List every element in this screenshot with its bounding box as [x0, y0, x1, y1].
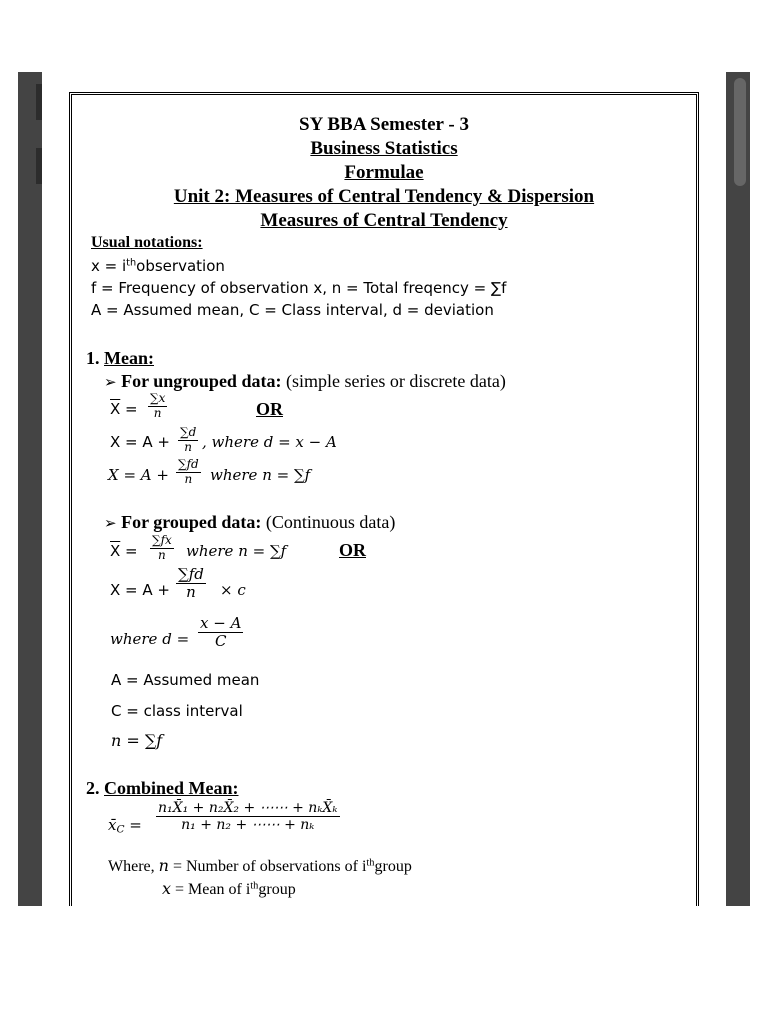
grouped-formula-1-lhs: $\overline{X}$ = [110, 542, 138, 560]
grouped-formula-1-fraction: ∑fx n [152, 533, 172, 562]
section-mean-heading: 1. Mean: [86, 348, 154, 368]
notation-a-line: A = Assumed mean, C = Class interval, d = deviation [91, 301, 494, 319]
scrollbar-thumb[interactable] [734, 78, 746, 186]
mean-formula-3-tail: where n = ∑f [210, 466, 311, 484]
mean-formula-3-fraction: ∑fd n [178, 457, 199, 486]
combined-where-x: x = Mean of $i^{th}group$ [162, 879, 296, 898]
document-page [42, 72, 726, 906]
mean-formula-1-fraction: ∑x n [150, 391, 166, 420]
grouped-formula-2-tail: × c [220, 581, 246, 599]
or-label-2: OR [339, 540, 366, 560]
mean-formula-2-lhs: X = A + [110, 433, 170, 451]
grouped-data-heading: ➢ For grouped data: (Continuous data) [104, 512, 396, 532]
header-formulae: Formulae [344, 162, 424, 183]
grouped-formula-1-tail: where n = ∑f [186, 542, 287, 560]
grouped-formula-3-lhs: where d = [110, 630, 190, 648]
mean-formula-2-fraction: ∑d n [180, 425, 197, 454]
combined-mean-fraction: n₁X̄₁ + n₂X̄₂ + ⋯⋯ + nₖX̄ₖ n₁ + n₂ + ⋯⋯ + nₖ [158, 800, 338, 834]
grouped-formula-2-lhs: X = A + [110, 581, 170, 599]
section-combined-mean-heading: 2. Combined Mean: [86, 778, 239, 798]
combined-mean-lhs: $x̄_C$ = [108, 816, 142, 836]
mean-formula-2-tail: , where d = x − A [202, 433, 337, 451]
definition-assumed-mean: A = Assumed mean [111, 671, 260, 689]
header-course: SY BBA Semester - 3 [299, 114, 469, 135]
header-unit: Unit 2: Measures of Central Tendency & Dispersion [173, 186, 595, 207]
or-label-1: OR [256, 399, 283, 419]
scrollbar-track[interactable] [726, 72, 750, 906]
combined-where-n: Where, n = Number of observations of $i^{th}group$ [108, 856, 412, 875]
definition-class-interval: C = class interval [111, 702, 243, 720]
left-viewer-edge [18, 72, 42, 906]
bullet-arrow-icon: ➢ [104, 373, 117, 391]
header-subject: Business Statistics [310, 138, 458, 159]
notations-title: Usual notations: [91, 234, 203, 251]
notation-x-line: $x = i^{th}observation$ [91, 257, 225, 275]
definition-n: n = ∑f [111, 731, 163, 750]
notation-f-line: f = Frequency of observation x, n = Total freqency = ∑f [91, 279, 507, 297]
mean-formula-3-lhs: X = A + [108, 466, 169, 484]
header-topic: Measures of Central Tendency [260, 210, 508, 231]
grouped-formula-3-fraction: x − A C [200, 614, 242, 651]
mean-formula-1-lhs: $\overline{X}$ = [110, 400, 138, 418]
ungrouped-data-heading: ➢ For ungrouped data: (simple series or discrete data) [104, 371, 506, 391]
bullet-arrow-icon: ➢ [104, 514, 117, 532]
grouped-formula-2-fraction: ∑fd n [178, 565, 204, 602]
